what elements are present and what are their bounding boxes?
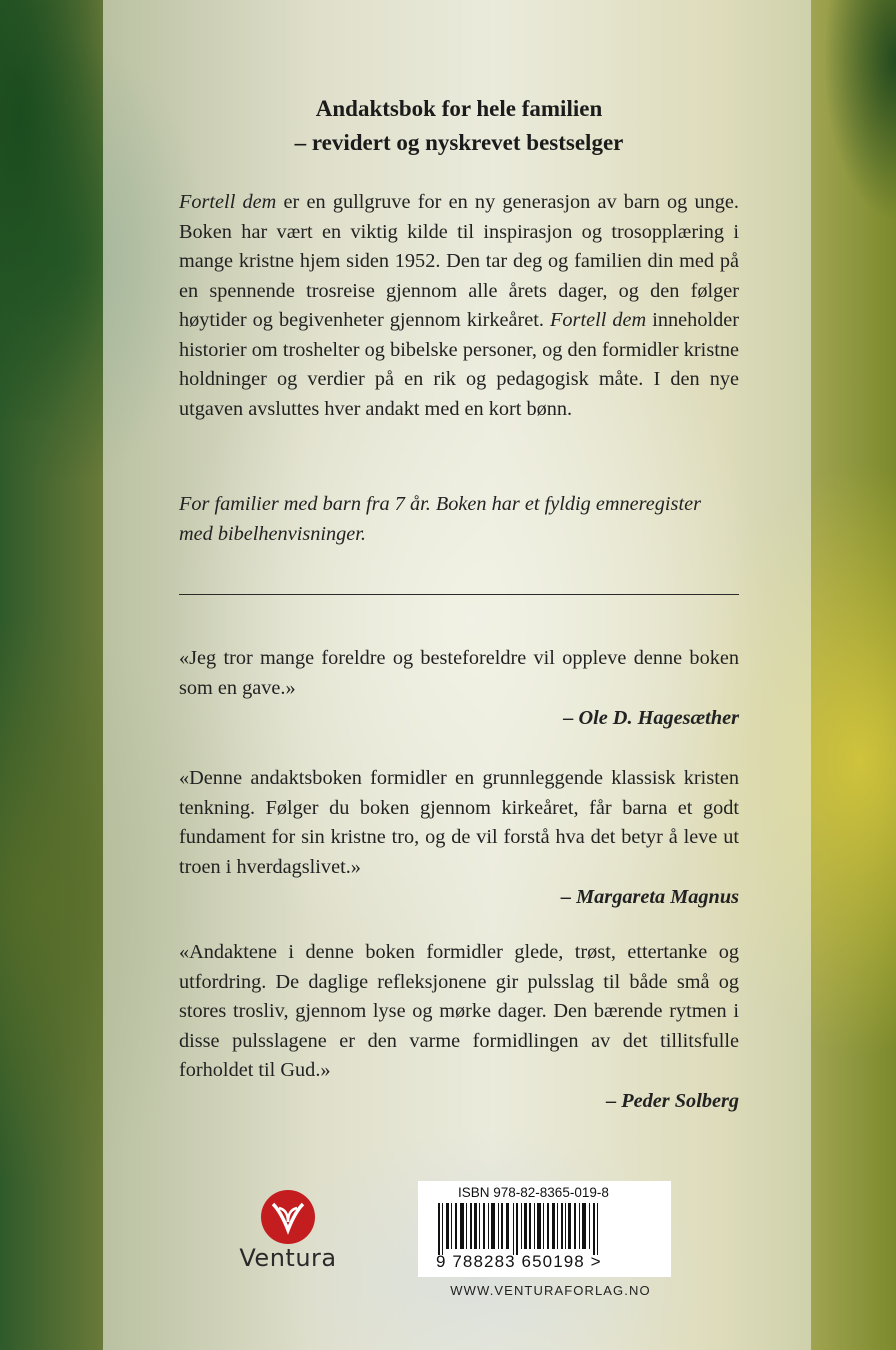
quote-1 [179,644,739,733]
divider [179,594,739,595]
barcode-digits: 9 788283 650198 > [436,1252,602,1271]
headline-line-1: Andaktsbok for hele familien [315,96,603,121]
quote-3 [179,938,739,1116]
quote-author: – Ole D. Hagesæther [563,707,739,729]
publisher-logo [228,1190,348,1280]
headline-line-2: – revidert og nyskrevet bestselger [294,130,624,155]
quote-text: «Jeg tror mange foreldre og besteforeldre vil oppleve denne boken som en gave.» [179,647,739,699]
quote-author: – Margareta Magnus [560,886,739,908]
description [179,188,739,424]
background-foliage-left [0,0,103,420]
ventura-emblem-icon [261,1190,315,1244]
quote-2 [179,764,739,912]
barcode-bars-icon [428,1203,618,1255]
headline [179,92,739,160]
background-foliage-right [811,0,896,230]
quote-author: – Peder Solberg [606,1089,739,1112]
description-part-1: er en gullgruve for en ny generasjon av barn og unge. Boken har vært en viktig kilde til inspirasjon og trosopplæring i mange kristne hjem siden 1952. Den tar deg og familien din med på en spennende trosreise gjennom alle årets dager, og den følger høytider og begivenheter gjennom kirkeåret. [179,191,740,331]
publisher-name: Ventura [239,1244,337,1272]
book-title-italic: Fortell dem [179,191,277,213]
quote-text: «Andaktene i denne boken formidler glede, trøst, ettertanke og utfordring. De daglige refleksjonene gir pulsslag til både små og stores trosliv, gjennom lyse og mørke dager. Den bærende rytmen i disse pulsslagene er den varme formidlingen av det tillitsfulle forholdet til Gud.» [179,941,739,1081]
publisher-website: WWW.VENTURAFORLAG.NO [450,1283,651,1298]
quote-text: «Denne andaktsboken formidler en grunnleggende klassisk kristen tenkning. Følger du boken gjennom kirkeåret, får barna et godt fundament for sin kristne tro, og de vil forstå hva det betyr å leve ut troen i hverdagslivet.» [179,767,739,878]
description-part-2: inneholder historier om troshelter og bibelske personer, og den formidler kristne holdninger og verdier på en rik og pedagogisk måte. I den nye utgaven avsluttes hver andakt med en kort bønn. [179,309,739,420]
isbn-label: ISBN 978-82-8365-019-8 [458,1185,609,1200]
age-note: For familier med barn fra 7 år. Boken har et fyldig emneregister med bibelhenvisninger. [179,493,701,545]
book-title-italic-2: Fortell dem [550,309,647,331]
